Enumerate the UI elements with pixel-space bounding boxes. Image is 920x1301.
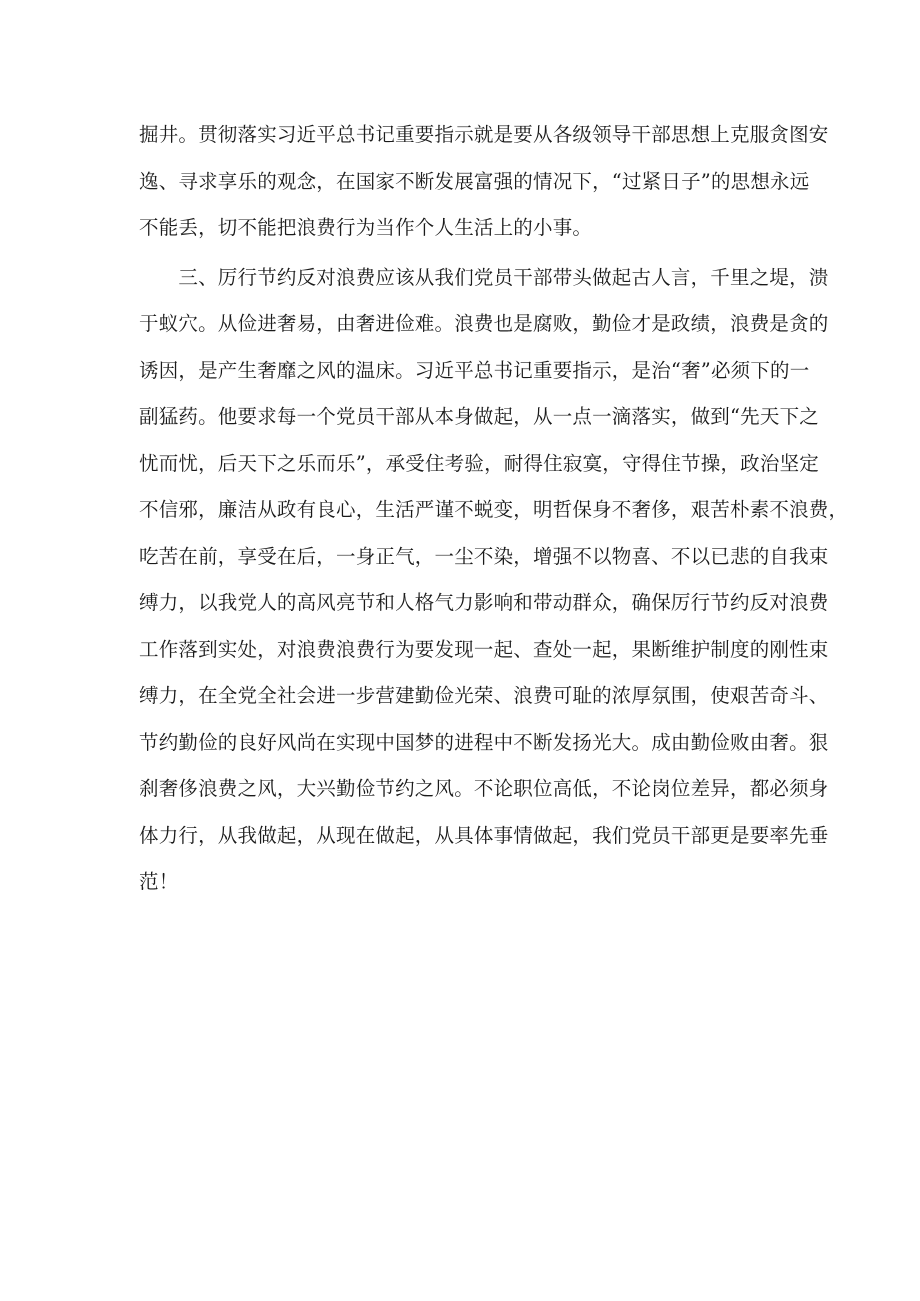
text-line: 于蚁穴。从俭进奢易，由奢进俭难。浪费也是腐败，勤俭才是政绩，浪费是贪的 [139, 312, 829, 335]
text-line: 掘井。贯彻落实习近平总书记重要指示就是要从各级领导干部思想上克服贪图安 [139, 123, 829, 146]
text-line: 体力行，从我做起，从现在做起，从具体事情做起，我们党员干部更是要率先垂 [139, 823, 829, 847]
text-line: 范！ [139, 870, 179, 893]
paragraph-2 [139, 255, 849, 906]
body-text [139, 112, 849, 906]
text-line: 节约勤俭的良好风尚在实现中国梦的进程中不断发扬光大。成由勤俭败由奢。狠 [139, 730, 829, 754]
text-line: 忧而忧，后天下之乐而乐”，承受住考验，耐得住寂寞，守得住节操，政治坚定 [139, 451, 819, 475]
text-line: 刹奢侈浪费之风，大兴勤俭节约之风。不论职位高低，不论岗位差异，都必须身 [139, 777, 829, 800]
text-line: 诱因，是产生奢靡之风的温床。习近平总书记重要指示，是治“奢”必须下的一 [139, 358, 810, 382]
paragraph-1 [139, 112, 829, 252]
text-line: 工作落到实处，对浪费浪费行为要发现一起、查处一起，果断维护制度的刚性束 [139, 637, 829, 661]
text-line: 不信邪，廉洁从政有良心，生活严谨不蜕变，明哲保身不奢侈，艰苦朴素不浪费， [139, 498, 849, 521]
text-line: 副猛药。他要求每一个党员干部从本身做起，从一点一滴落实，做到“先天下之 [139, 405, 819, 428]
text-line: 缚力，在全党全社会进一步营建勤俭光荣、浪费可耻的浓厚氛围，使艰苦奇斗、 [139, 684, 829, 707]
text-line: 吃苦在前，享受在后，一身正气，一尘不染，增强不以物喜、不以已悲的自我束 [139, 544, 829, 568]
text-line: 不能丢，切不能把浪费行为当作个人生活上的小事。 [139, 216, 593, 239]
text-line: 三、厉行节约反对浪费应该从我们党员干部带头做起古人言，千里之堤，溃 [139, 265, 829, 289]
text-line: 缚力，以我党人的高风亮节和人格气力影响和带动群众，确保厉行节约反对浪费 [139, 591, 829, 614]
text-line: 逸、寻求享乐的观念，在国家不断发展富强的情况下，“过紧日子”的思想永远 [139, 169, 810, 193]
